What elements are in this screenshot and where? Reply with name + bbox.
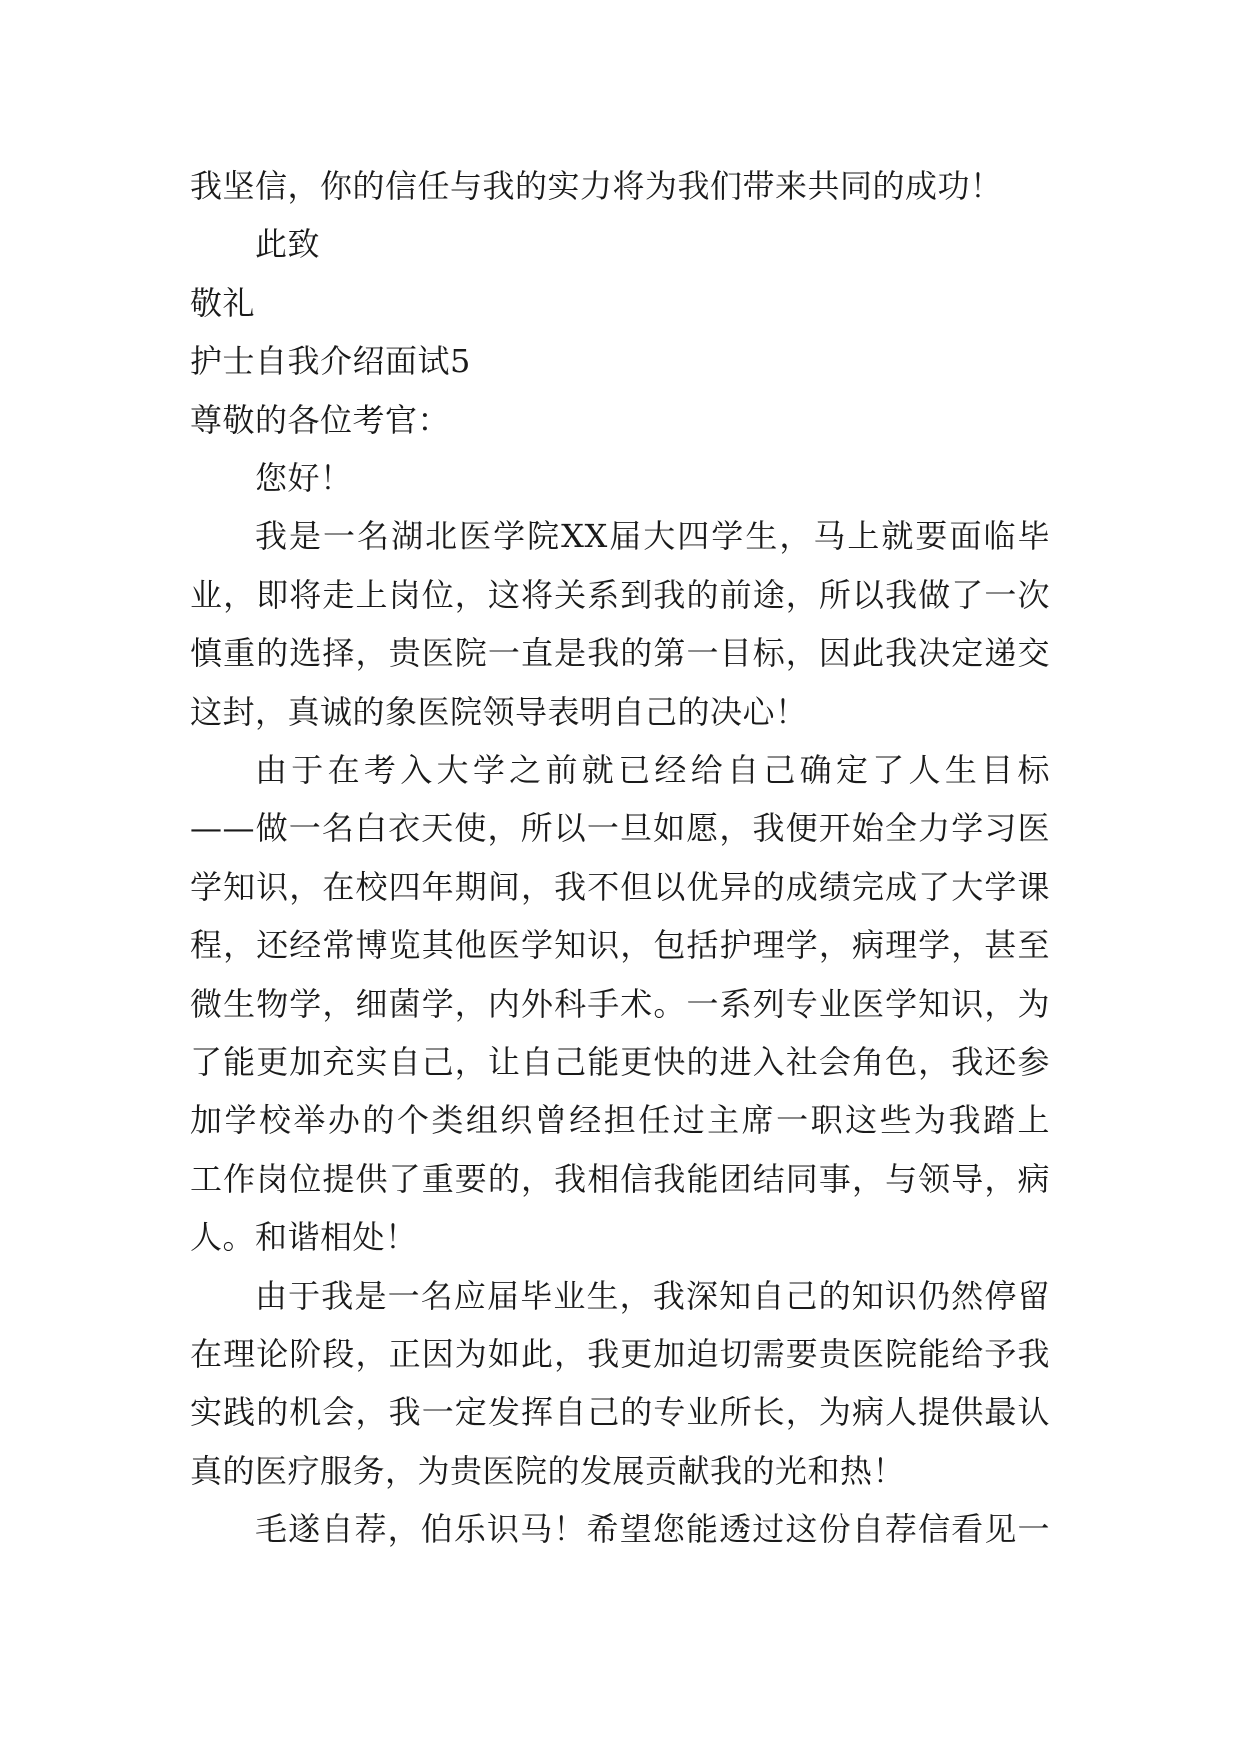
text-line: 由于我是一名应届毕业生，我深知自己的知识仍然停留	[255, 1277, 1050, 1315]
text-line: 程，还经常博览其他医学知识，包括护理学，病理学，甚至	[190, 926, 1050, 964]
text-line: 此致	[255, 225, 321, 263]
text-line: 实践的机会，我一定发挥自己的专业所长，为病人提供最认	[190, 1393, 1050, 1431]
text-line: 工作岗位提供了重要的，我相信我能团结同事，与领导，病	[190, 1160, 1050, 1198]
text-line: 毛遂自荐，伯乐识马！希望您能透过这份自荐信看见一	[255, 1510, 1050, 1548]
text-line: 敬礼	[190, 284, 256, 322]
text-line: 在理论阶段，正因为如此，我更加迫切需要贵医院能给予我	[190, 1335, 1050, 1373]
text-line: 人。和谐相处！	[190, 1218, 418, 1256]
text-line: 由于在考入大学之前就已经给自己确定了人生目标	[255, 751, 1050, 789]
text-line: 我坚信，你的信任与我的实力将为我们带来共同的成功！	[190, 167, 1003, 205]
text-line: 真的医疗服务，为贵医院的发展贡献我的光和热！	[190, 1452, 906, 1490]
text-line: 尊敬的各位考官：	[190, 401, 451, 439]
text-line: 这封，真诚的象医院领导表明自己的决心！	[190, 693, 808, 731]
text-line: 业，即将走上岗位，这将关系到我的前途，所以我做了一次	[190, 576, 1050, 614]
text-line: 您好！	[255, 459, 353, 497]
text-line: 加学校举办的个类组织曾经担任过主席一职这些为我踏上	[190, 1101, 1050, 1139]
text-line: 慎重的选择，贵医院一直是我的第一目标，因此我决定递交	[190, 634, 1050, 672]
text-line: 微生物学，细菌学，内外科手术。一系列专业医学知识，为	[190, 985, 1050, 1023]
text-line: 了能更加充实自己，让自己能更快的进入社会角色，我还参	[190, 1043, 1050, 1081]
text-line: 学知识，在校四年期间，我不但以优异的成绩完成了大学课	[190, 868, 1050, 906]
text-line: 我是一名湖北医学院XX届大四学生，马上就要面临毕	[255, 517, 1050, 555]
text-line: 护士自我介绍面试5	[190, 342, 471, 380]
text-line: ——做一名白衣天使，所以一旦如愿，我便开始全力学习医	[190, 809, 1050, 847]
